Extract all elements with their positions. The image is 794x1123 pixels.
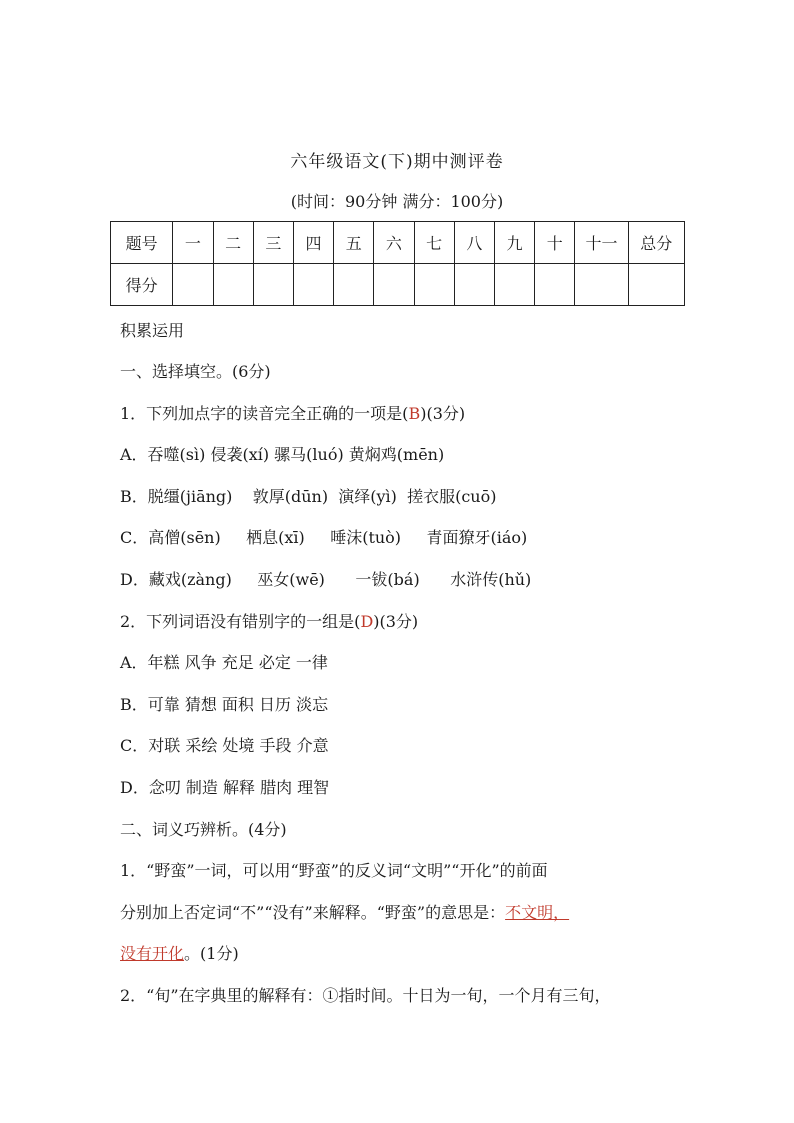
score-header-cell: 八 [454, 222, 494, 264]
score-row-label: 得分 [111, 264, 173, 306]
score-header-cell: 五 [334, 222, 374, 264]
score-input-cell[interactable] [253, 264, 293, 306]
q2-item1-answer-a: 不文明， [505, 903, 570, 922]
q1-item1-stem-text: 1．下列加点字的读音完全正确的一项是( [120, 404, 409, 423]
q1-item2-stem [120, 609, 418, 632]
score-table [110, 221, 685, 306]
score-header-cell: 总分 [628, 222, 684, 264]
q1-heading: 一、选择填空。(6分) [120, 362, 271, 381]
q1-item2-answer: D [360, 612, 374, 631]
score-input-cell[interactable] [494, 264, 534, 306]
score-header-cell: 九 [494, 222, 534, 264]
score-header-cell: 十 [535, 222, 575, 264]
q1-item1-tail: )(3分) [420, 404, 466, 423]
q1-item2-tail: )(3分) [373, 612, 419, 631]
q2-item1-line2 [120, 900, 569, 923]
score-header-cell: 一 [173, 222, 213, 264]
score-input-cell[interactable] [575, 264, 628, 306]
score-input-cell[interactable] [334, 264, 374, 306]
score-header-cell: 三 [253, 222, 293, 264]
score-table-score-row [111, 264, 685, 306]
q1-item1-answer: B [408, 404, 421, 423]
q1-item2-option-d: D．念叨 制造 解释 腊肉 理智 [120, 778, 330, 797]
q1-item1-option-b: B．脱缰(jiāng) 敦厚(dūn) 演绎(yì) 搓衣服(cuō) [120, 487, 497, 506]
q1-item1-option-c: C．高僧(sēn) 栖息(xī) 唾沫(tuò) 青面獠牙(iáo) [120, 528, 528, 547]
q1-item2-option-c: C．对联 采绘 处境 手段 介意 [120, 736, 329, 755]
score-header-cell: 六 [374, 222, 414, 264]
q2-item1-answer-b: 没有开化 [120, 944, 185, 963]
score-table-header-row [111, 222, 685, 264]
score-header-cell: 四 [293, 222, 333, 264]
q1-item2-option-a: A．年糕 风争 充足 必定 一律 [120, 653, 328, 672]
score-input-cell[interactable] [213, 264, 253, 306]
q1-item1-option-d: D．藏戏(zàng) 巫女(wē) 一钹(bá) 水浒传(hǔ) [120, 570, 532, 589]
score-input-cell[interactable] [374, 264, 414, 306]
section-label: 积累运用 [120, 321, 185, 340]
score-input-cell[interactable] [293, 264, 333, 306]
q1-item1-option-a: A．吞噬(sì) 侵袭(xí) 骡马(luó) 黄焖鸡(mēn) [120, 445, 445, 464]
q2-heading: 二、词义巧辨析。(4分) [120, 820, 287, 839]
q2-item2-line1: 2．“旬”在字典里的解释有：①指时间。十日为一旬，一个月有三旬， [120, 986, 611, 1005]
q2-item1-line3 [120, 941, 239, 964]
score-header-cell: 七 [414, 222, 454, 264]
exam-title: 六年级语文(下)期中测评卷 [290, 152, 504, 172]
q2-item1-line1: 1．“野蛮”一词，可以用“野蛮”的反义词“文明”“开化”的前面 [120, 861, 548, 880]
score-input-cell[interactable] [173, 264, 213, 306]
q2-item1-line2-text: 分别加上否定词“不”“没有”来解释。“野蛮”的意思是： [120, 903, 506, 922]
exam-subtitle: (时间：90分钟 满分：100分) [290, 192, 504, 211]
score-input-cell[interactable] [628, 264, 684, 306]
score-input-cell[interactable] [535, 264, 575, 306]
q1-item2-stem-text: 2．下列词语没有错别字的一组是( [120, 612, 361, 631]
q1-item2-option-b: B．可靠 猜想 面积 日历 淡忘 [120, 695, 329, 714]
score-header-cell: 二 [213, 222, 253, 264]
score-input-cell[interactable] [454, 264, 494, 306]
score-input-cell[interactable] [414, 264, 454, 306]
score-header-cell: 十一 [575, 222, 628, 264]
q2-item1-tail: 。(1分) [184, 944, 239, 963]
q1-item1-stem [120, 401, 465, 424]
score-header-cell: 题号 [111, 222, 173, 264]
